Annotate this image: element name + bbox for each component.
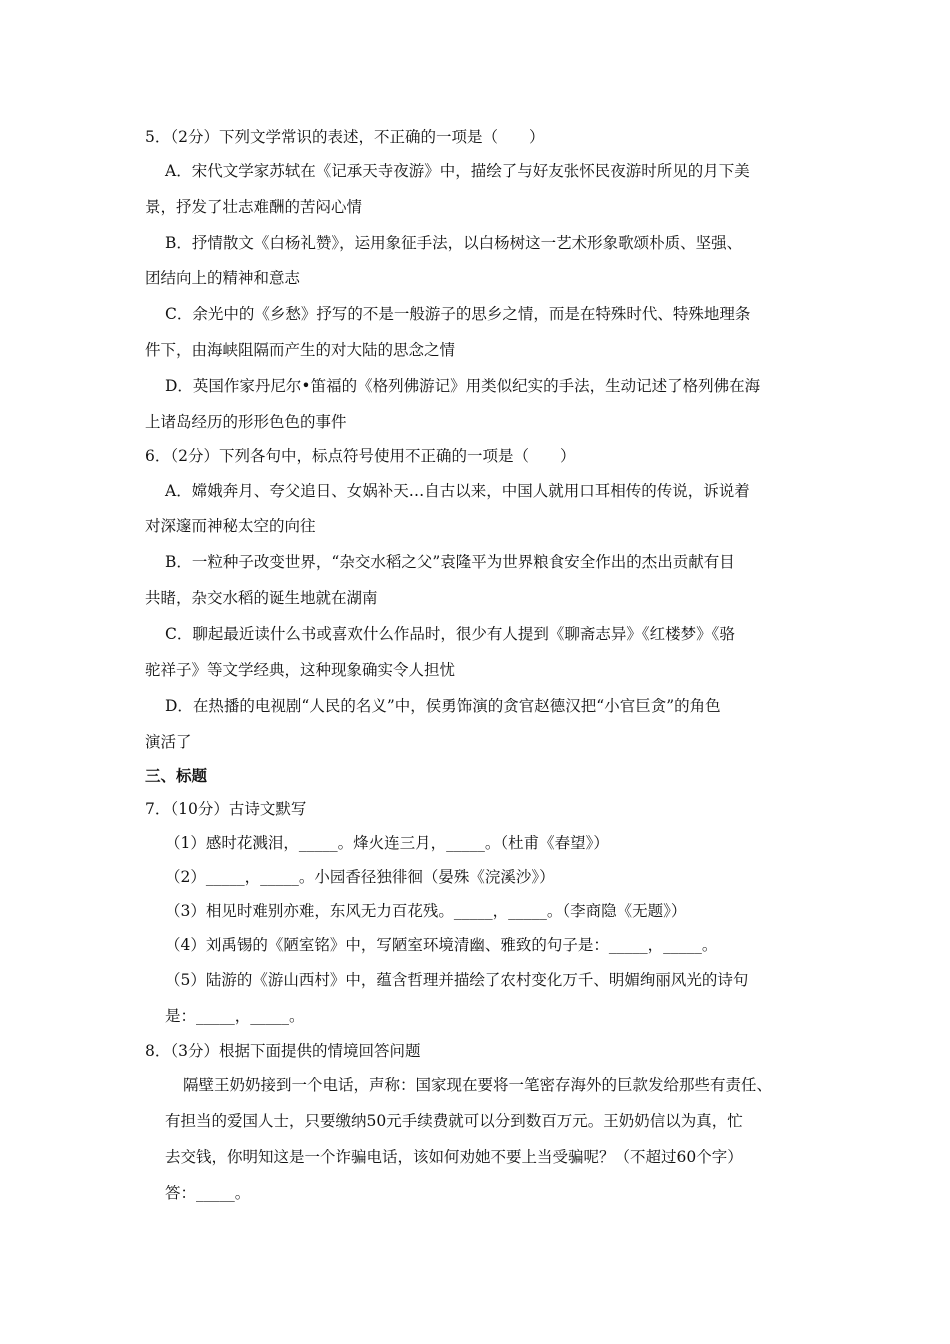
q7-sub4: （4）刘禹锡的《陋室铭》中，写陋室环境清幽、雅致的句子是：_____，_____。 (165, 936, 718, 954)
q8-passage-line1: 隔壁王奶奶接到一个电话，声称：国家现在要将一笔密存海外的巨款发给那些有责任、 (183, 1076, 773, 1094)
section-heading: 三、标题 (145, 766, 208, 785)
q6-option-b-line2: 共睹，杂交水稻的诞生地就在湖南 (145, 589, 378, 607)
q5-option-b-line1: B．抒情散文《白杨礼赞》，运用象征手法，以白杨树这一艺术形象歌颂朴质、坚强、 (165, 234, 743, 252)
q7-sub1: （1）感时花溅泪，_____。烽火连三月，_____。（杜甫《春望》） (165, 834, 609, 852)
q6-option-a-line2: 对深邃而神秘太空的向往 (145, 517, 316, 535)
q7-sub3: （3）相见时难别亦难，东风无力百花残。_____，_____。（李商隐《无题》） (165, 902, 687, 920)
q6-option-b-line1: B．一粒种子改变世界，“杂交水稻之父”袁隆平为世界粮食安全作出的杰出贡献有目 (165, 553, 735, 571)
q7-sub5-line2: 是：_____，_____。 (165, 1007, 305, 1025)
q5-option-a-line1: A．宋代文学家苏轼在《记承天寺夜游》中，描绘了与好友张怀民夜游时所见的月下美 (165, 162, 750, 180)
q5-stem: 5．（2分）下列文学常识的表述，不正确的一项是（ ） (145, 128, 545, 146)
q6-option-d-line1: D．在热播的电视剧“人民的名义”中，侯勇饰演的贪官赵德汉把“小官巨贪”的角色 (165, 697, 721, 715)
q8-stem: 8．（3分）根据下面提供的情境回答问题 (145, 1042, 421, 1060)
q7-stem: 7．（10分）古诗文默写 (145, 800, 307, 818)
q5-option-c-line2: 件下，由海峡阻隔而产生的对大陆的思念之情 (145, 341, 456, 359)
q6-option-c-line2: 驼祥子》等文学经典，这种现象确实令人担忧 (145, 661, 456, 679)
q6-option-d-line2: 演活了 (145, 733, 192, 751)
q5-option-a-line2: 景，抒发了壮志难酬的苦闷心情 (145, 198, 363, 216)
q7-sub5-line1: （5）陆游的《游山西村》中，蕴含哲理并描绘了农村变化万千、明媚绚丽风光的诗句 (165, 971, 749, 989)
q6-option-c-line1: C．聊起最近读什么书或喜欢什么作品时，很少有人提到《聊斋志异》《红楼梦》《骆 (165, 625, 735, 643)
q6-option-a-line1: A．嫦娥奔月、夸父追日、女娲补天…自古以来，中国人就用口耳相传的传说，诉说着 (165, 482, 750, 500)
q8-passage-line2: 有担当的爱国人士，只要缴纳50元手续费就可以分到数百万元。王奶奶信以为真，忙 (165, 1112, 743, 1130)
q8-passage-line3: 去交钱，你明知这是一个诈骗电话，该如何劝她不要上当受骗呢？（不超过60个字） (165, 1148, 743, 1166)
q5-option-c-line1: C．余光中的《乡愁》抒写的不是一般游子的思乡之情，而是在特殊时代、特殊地理条 (165, 305, 751, 323)
q6-stem: 6．（2分）下列各句中，标点符号使用不正确的一项是（ ） (145, 447, 576, 465)
q5-option-b-line2: 团结向上的精神和意志 (145, 269, 301, 287)
q8-answer: 答：_____。 (165, 1184, 251, 1202)
q5-option-d-line1: D．英国作家丹尼尔•笛福的《格列佛游记》用类似纪实的手法，生动记述了格列佛在海 (165, 377, 761, 395)
q5-option-d-line2: 上诸岛经历的形形色色的事件 (145, 413, 347, 431)
q7-sub2: （2）_____，_____。小园香径独徘徊（晏殊《浣溪沙》） (165, 868, 555, 886)
